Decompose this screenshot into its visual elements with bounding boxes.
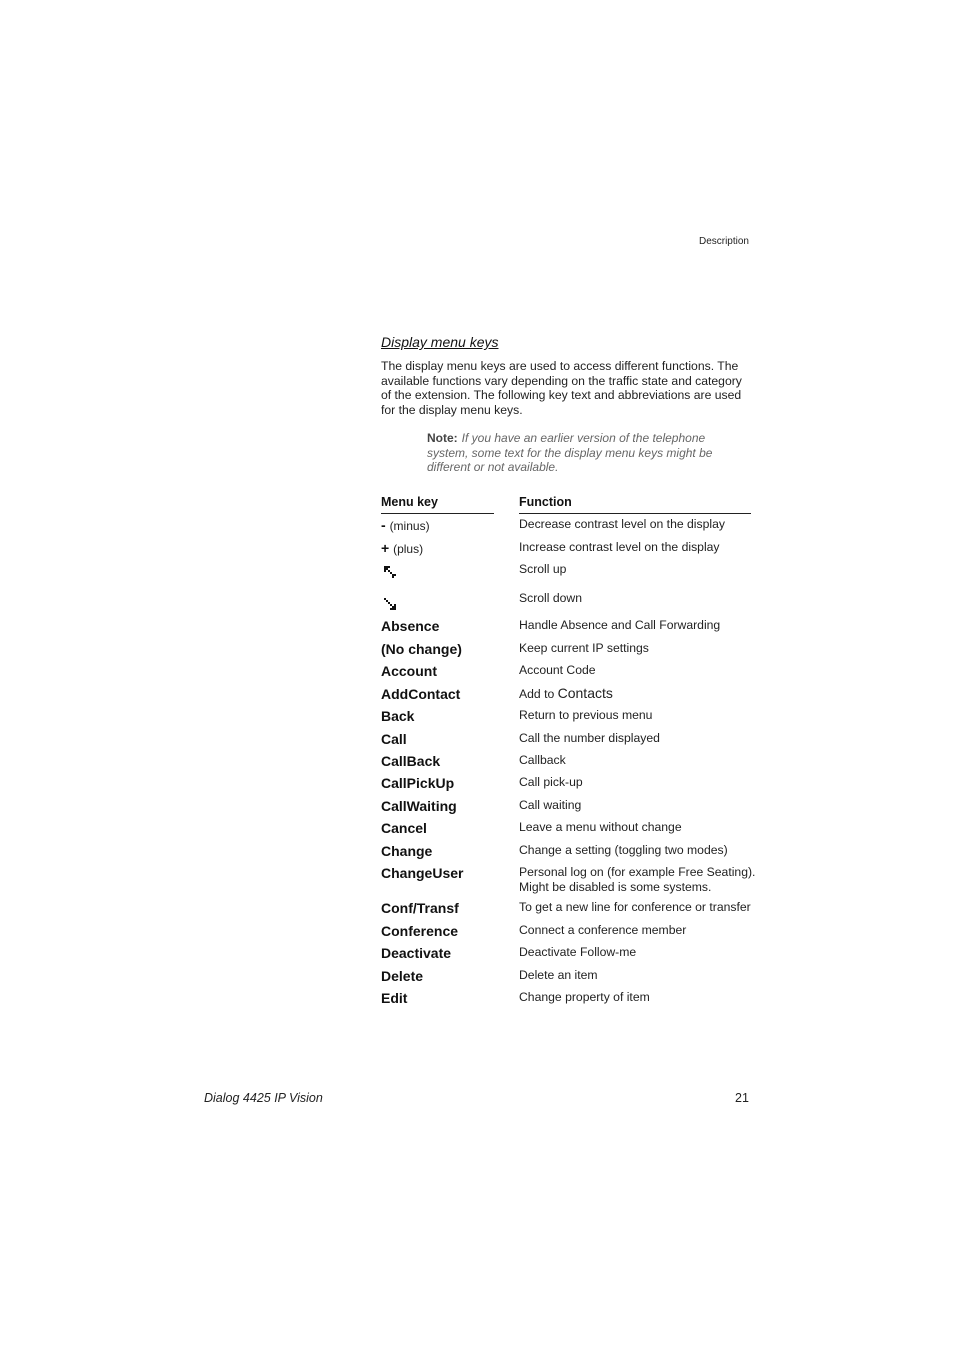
menu-key-function: To get a new line for conference or transfer bbox=[519, 900, 751, 914]
menu-key: - (minus) bbox=[381, 517, 430, 533]
menu-key-function: Account Code bbox=[519, 663, 596, 677]
column-header-menu-key: Menu key bbox=[381, 495, 438, 509]
menu-key: Cancel bbox=[381, 820, 427, 836]
menu-key: AddContact bbox=[381, 686, 461, 702]
header-rule-function bbox=[519, 513, 751, 514]
menu-key: Absence bbox=[381, 618, 440, 634]
menu-key: Change bbox=[381, 843, 433, 859]
menu-key-function: Scroll down bbox=[519, 591, 582, 605]
menu-key-function: Leave a menu without change bbox=[519, 820, 682, 834]
menu-key-function: Delete an item bbox=[519, 968, 598, 982]
menu-key: Edit bbox=[381, 990, 408, 1006]
scroll-down-icon bbox=[381, 595, 399, 613]
menu-key-function: Call waiting bbox=[519, 798, 582, 812]
section-title: Display menu keys bbox=[381, 334, 499, 350]
menu-key: Conference bbox=[381, 923, 459, 939]
menu-key-function: Increase contrast level on the display bbox=[519, 540, 720, 554]
menu-key-function: Call pick-up bbox=[519, 775, 583, 789]
menu-key-function: Handle Absence and Call Forwarding bbox=[519, 618, 721, 632]
menu-key: Back bbox=[381, 708, 415, 724]
menu-key-function: Scroll up bbox=[519, 562, 567, 576]
menu-key-function: Change property of item bbox=[519, 990, 650, 1004]
note-label: Note: bbox=[427, 431, 458, 445]
menu-key-function: Keep current IP settings bbox=[519, 641, 649, 655]
footer-page-number: 21 bbox=[735, 1091, 749, 1105]
menu-key: Deactivate bbox=[381, 945, 452, 961]
menu-key-function: Return to previous menu bbox=[519, 708, 653, 722]
note bbox=[427, 431, 743, 475]
menu-key: (No change) bbox=[381, 641, 462, 657]
menu-key: Call bbox=[381, 731, 407, 747]
scroll-up-icon bbox=[381, 562, 399, 580]
menu-key-function: Connect a conference member bbox=[519, 923, 687, 937]
intro-paragraph: The display menu keys are used to access different functions. The available functions vary depending on the traffic state and category of the extension. The following key text and abbreviations are used for the display menu keys. bbox=[381, 359, 742, 417]
footer-product-name: Dialog 4425 IP Vision bbox=[204, 1091, 323, 1105]
menu-key: Delete bbox=[381, 968, 424, 984]
menu-key-function: Call the number displayed bbox=[519, 731, 660, 745]
menu-key: ChangeUser bbox=[381, 865, 464, 881]
menu-key: CallPickUp bbox=[381, 775, 455, 791]
menu-key-function: Add to Contacts bbox=[519, 685, 613, 701]
menu-key: Conf/Transf bbox=[381, 900, 459, 916]
menu-key: CallBack bbox=[381, 753, 441, 769]
menu-key-function: Callback bbox=[519, 753, 566, 767]
menu-key-function: Decrease contrast level on the display bbox=[519, 517, 725, 531]
menu-key-function: Personal log on (for example Free Seating). Might be disabled is some systems. bbox=[519, 865, 756, 894]
menu-key-function: Deactivate Follow-me bbox=[519, 945, 637, 959]
menu-key: + (plus) bbox=[381, 540, 424, 556]
column-header-function: Function bbox=[519, 495, 572, 509]
menu-key-function: Change a setting (toggling two modes) bbox=[519, 843, 728, 857]
menu-key: CallWaiting bbox=[381, 798, 457, 814]
menu-key: Account bbox=[381, 663, 437, 679]
running-header: Description bbox=[698, 236, 749, 247]
note-text: If you have an earlier version of the telephone system, some text for the display menu keys might be different or not available. bbox=[427, 431, 713, 475]
header-rule-key bbox=[381, 513, 494, 514]
